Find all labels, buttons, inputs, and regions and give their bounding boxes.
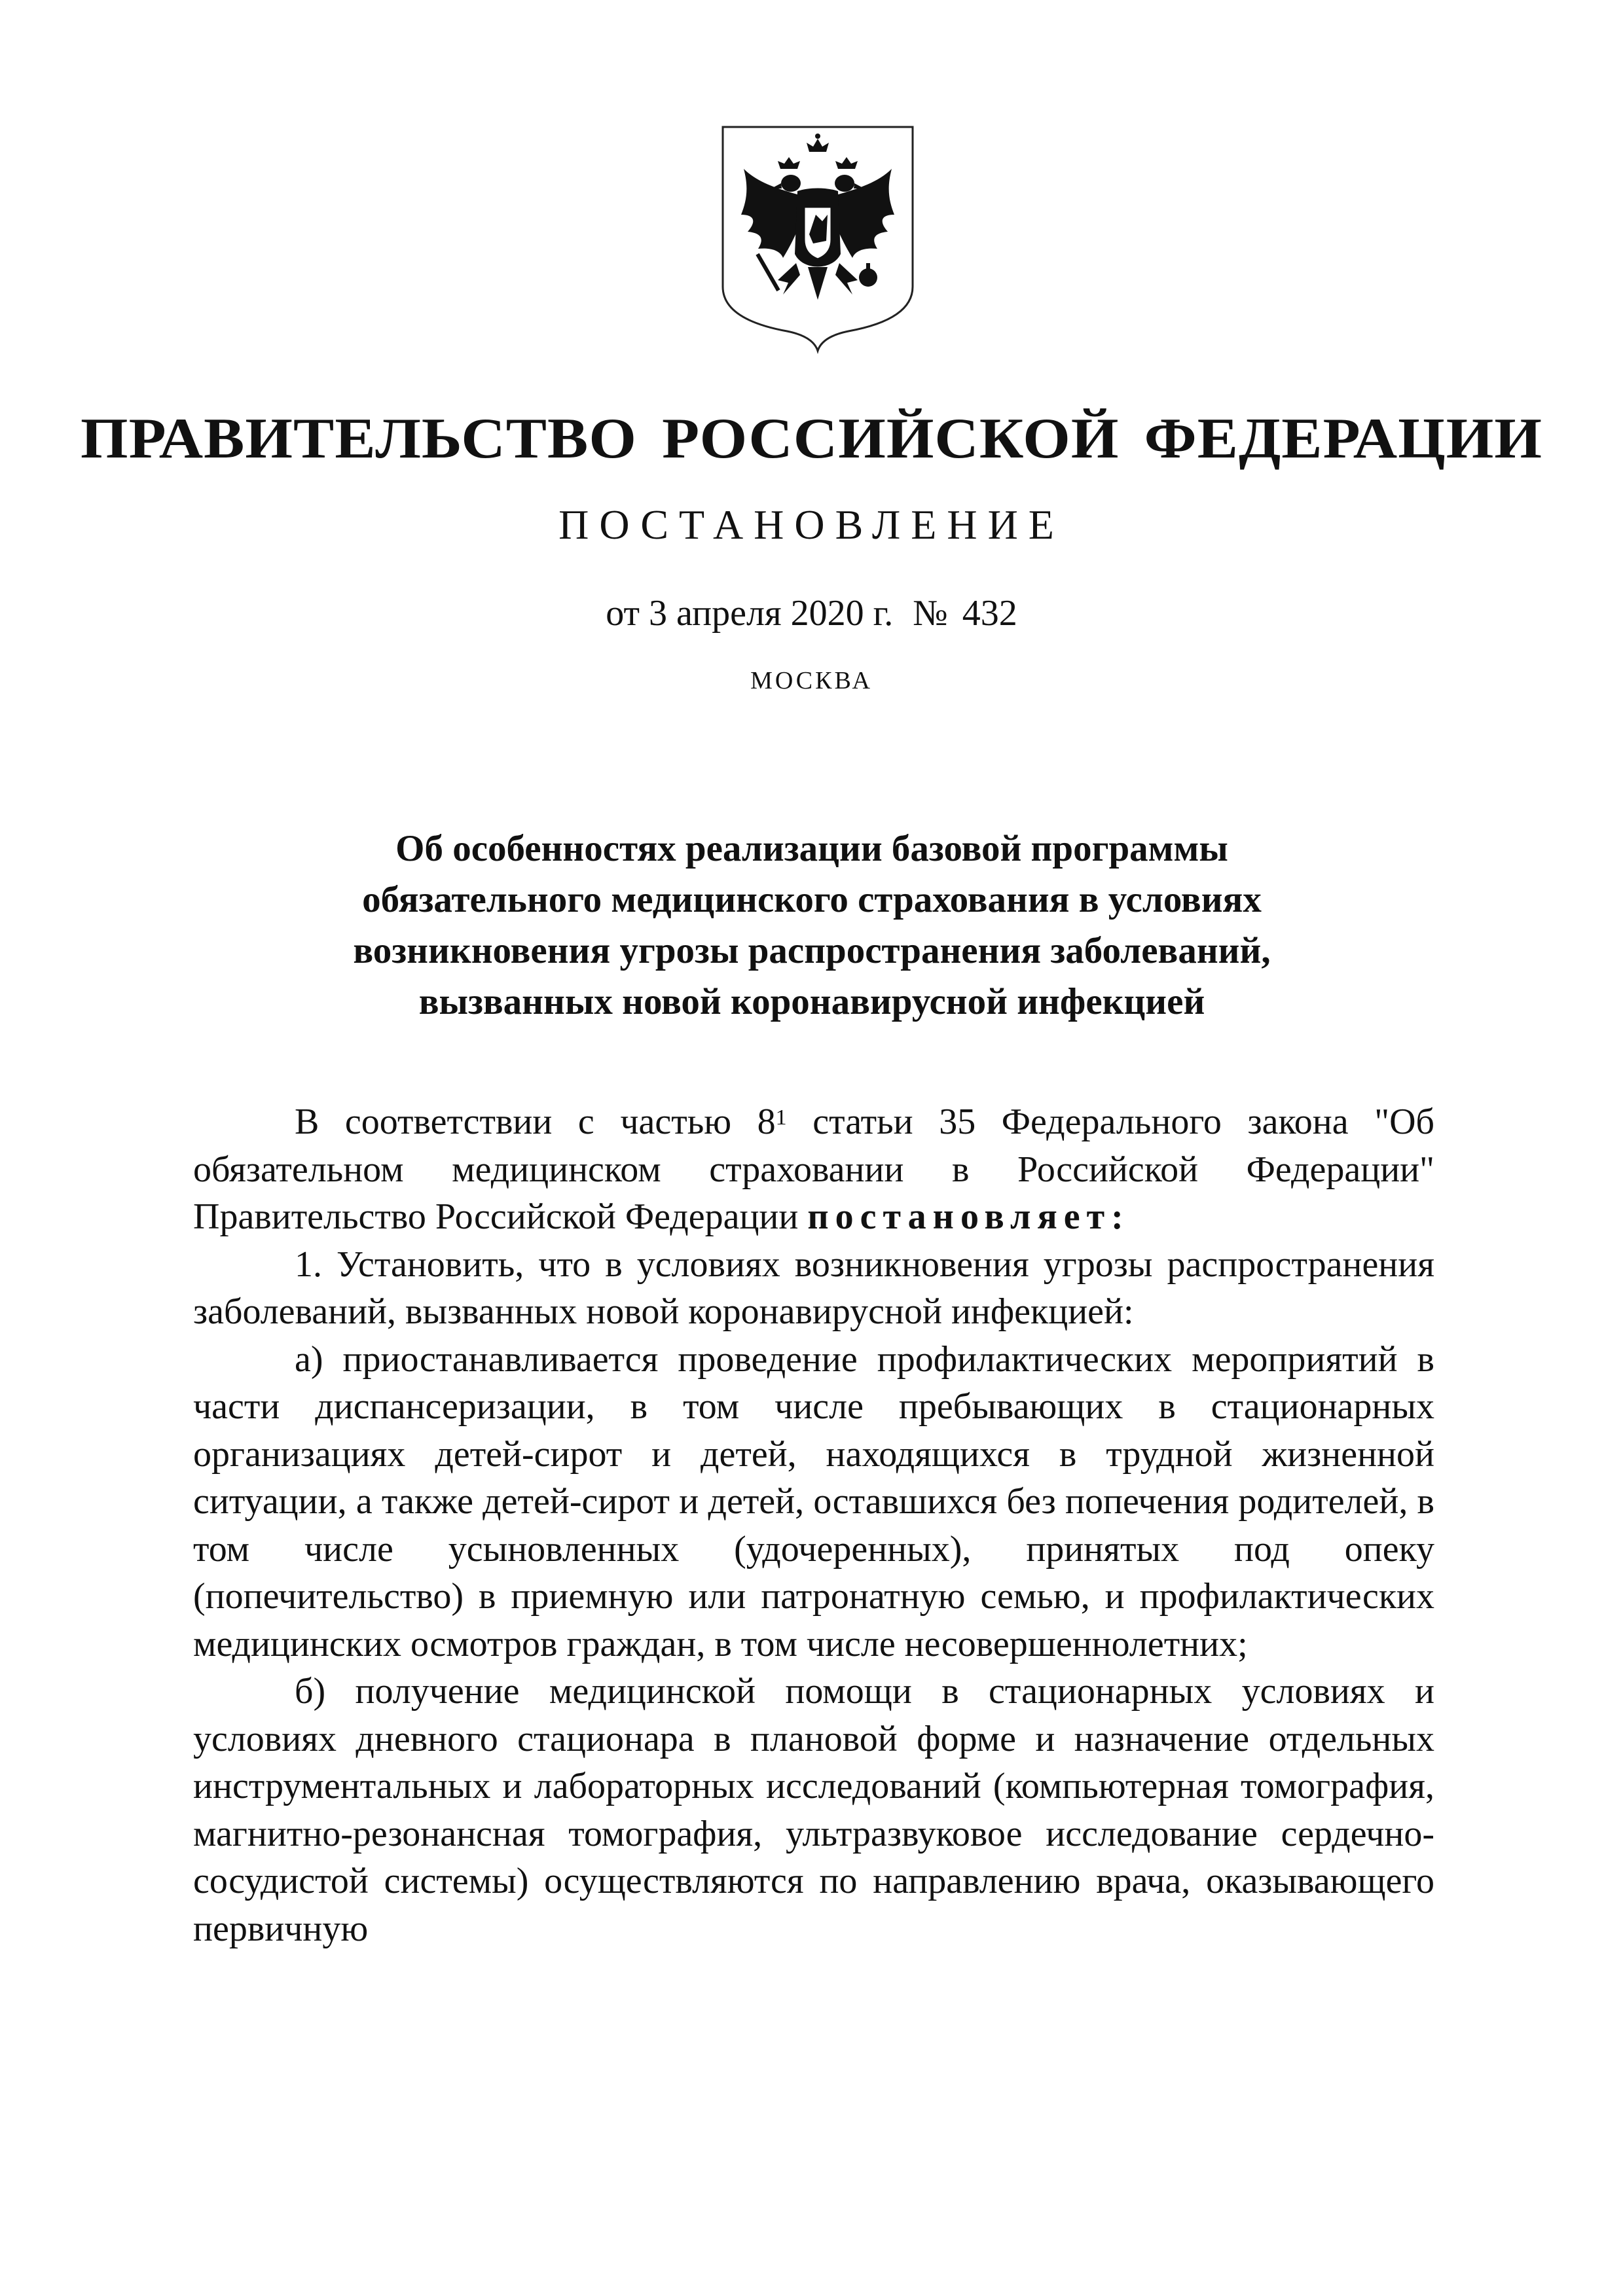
heading-line: обязательного медицинского страхования в условиях — [362, 879, 1262, 920]
item-1-paragraph: 1. Установить, что в условиях возникновения угрозы распространения заболеваний, вызванных новой коронавирусной инфекцией: — [193, 1244, 1434, 1332]
preamble-rest: статьи 35 Федерального закона "Об обязательном медицинском страховании в Российской Федерации" Правительство Российской Федерации — [193, 1102, 1434, 1237]
document-date: от 3 апреля 2020 г. — [606, 593, 894, 634]
government-title-word-2: РОССИЙСКОЙ — [662, 407, 1120, 471]
document-heading — [249, 823, 1375, 1028]
decree-word: постановляет: — [807, 1196, 1130, 1237]
number-sign: № — [913, 593, 948, 634]
document-body — [193, 1098, 1434, 1952]
item-b-paragraph: б) получение медицинской помощи в стационарных условиях и условиях дневного стационара в плановой форме и назначение отдельных инструментальных и лабораторных исследований (компьютерная томография, магнитно-резонансная томография, ультразвуковое исследование сердечно-сосудистой системы) осуществляются по направлению врача, оказывающего первичную — [193, 1671, 1434, 1949]
heading-line: вызванных новой коронавирусной инфекцией — [418, 981, 1205, 1022]
government-title — [0, 406, 1623, 472]
document-number: 432 — [962, 593, 1017, 634]
heading-line: Об особенностях реализации базовой программы — [395, 828, 1228, 869]
preamble-superscript: 1 — [775, 1105, 787, 1130]
government-title-word-3: ФЕДЕРАЦИИ — [1144, 407, 1542, 471]
coat-of-arms-icon — [718, 123, 918, 355]
document-type: ПОСТАНОВЛЕНИЕ — [558, 501, 1065, 548]
document-city: МОСКВА — [750, 667, 873, 694]
heading-line: возникновения угрозы распространения заболеваний, — [353, 930, 1271, 971]
item-a-paragraph: а) приостанавливается проведение профилактических мероприятий в части диспансеризации, в том числе пребывающих в стационарных организациях детей-сирот и детей, находящихся в трудной жизненной ситуации, а также детей-сирот и детей, оставшихся без попечения родителей, в том числе усыновленных (удочеренных), принятых под опеку (попечительство) в приемную или патронатную семью, и профилактических медицинских осмотров граждан, в том числе несовершеннолетних; — [193, 1338, 1434, 1664]
preamble-start: В соответствии с частью 8 — [295, 1102, 776, 1142]
document-date-number — [0, 592, 1623, 634]
preamble-paragraph — [193, 1098, 1434, 1241]
government-title-word-1: ПРАВИТЕЛЬСТВО — [81, 407, 637, 471]
